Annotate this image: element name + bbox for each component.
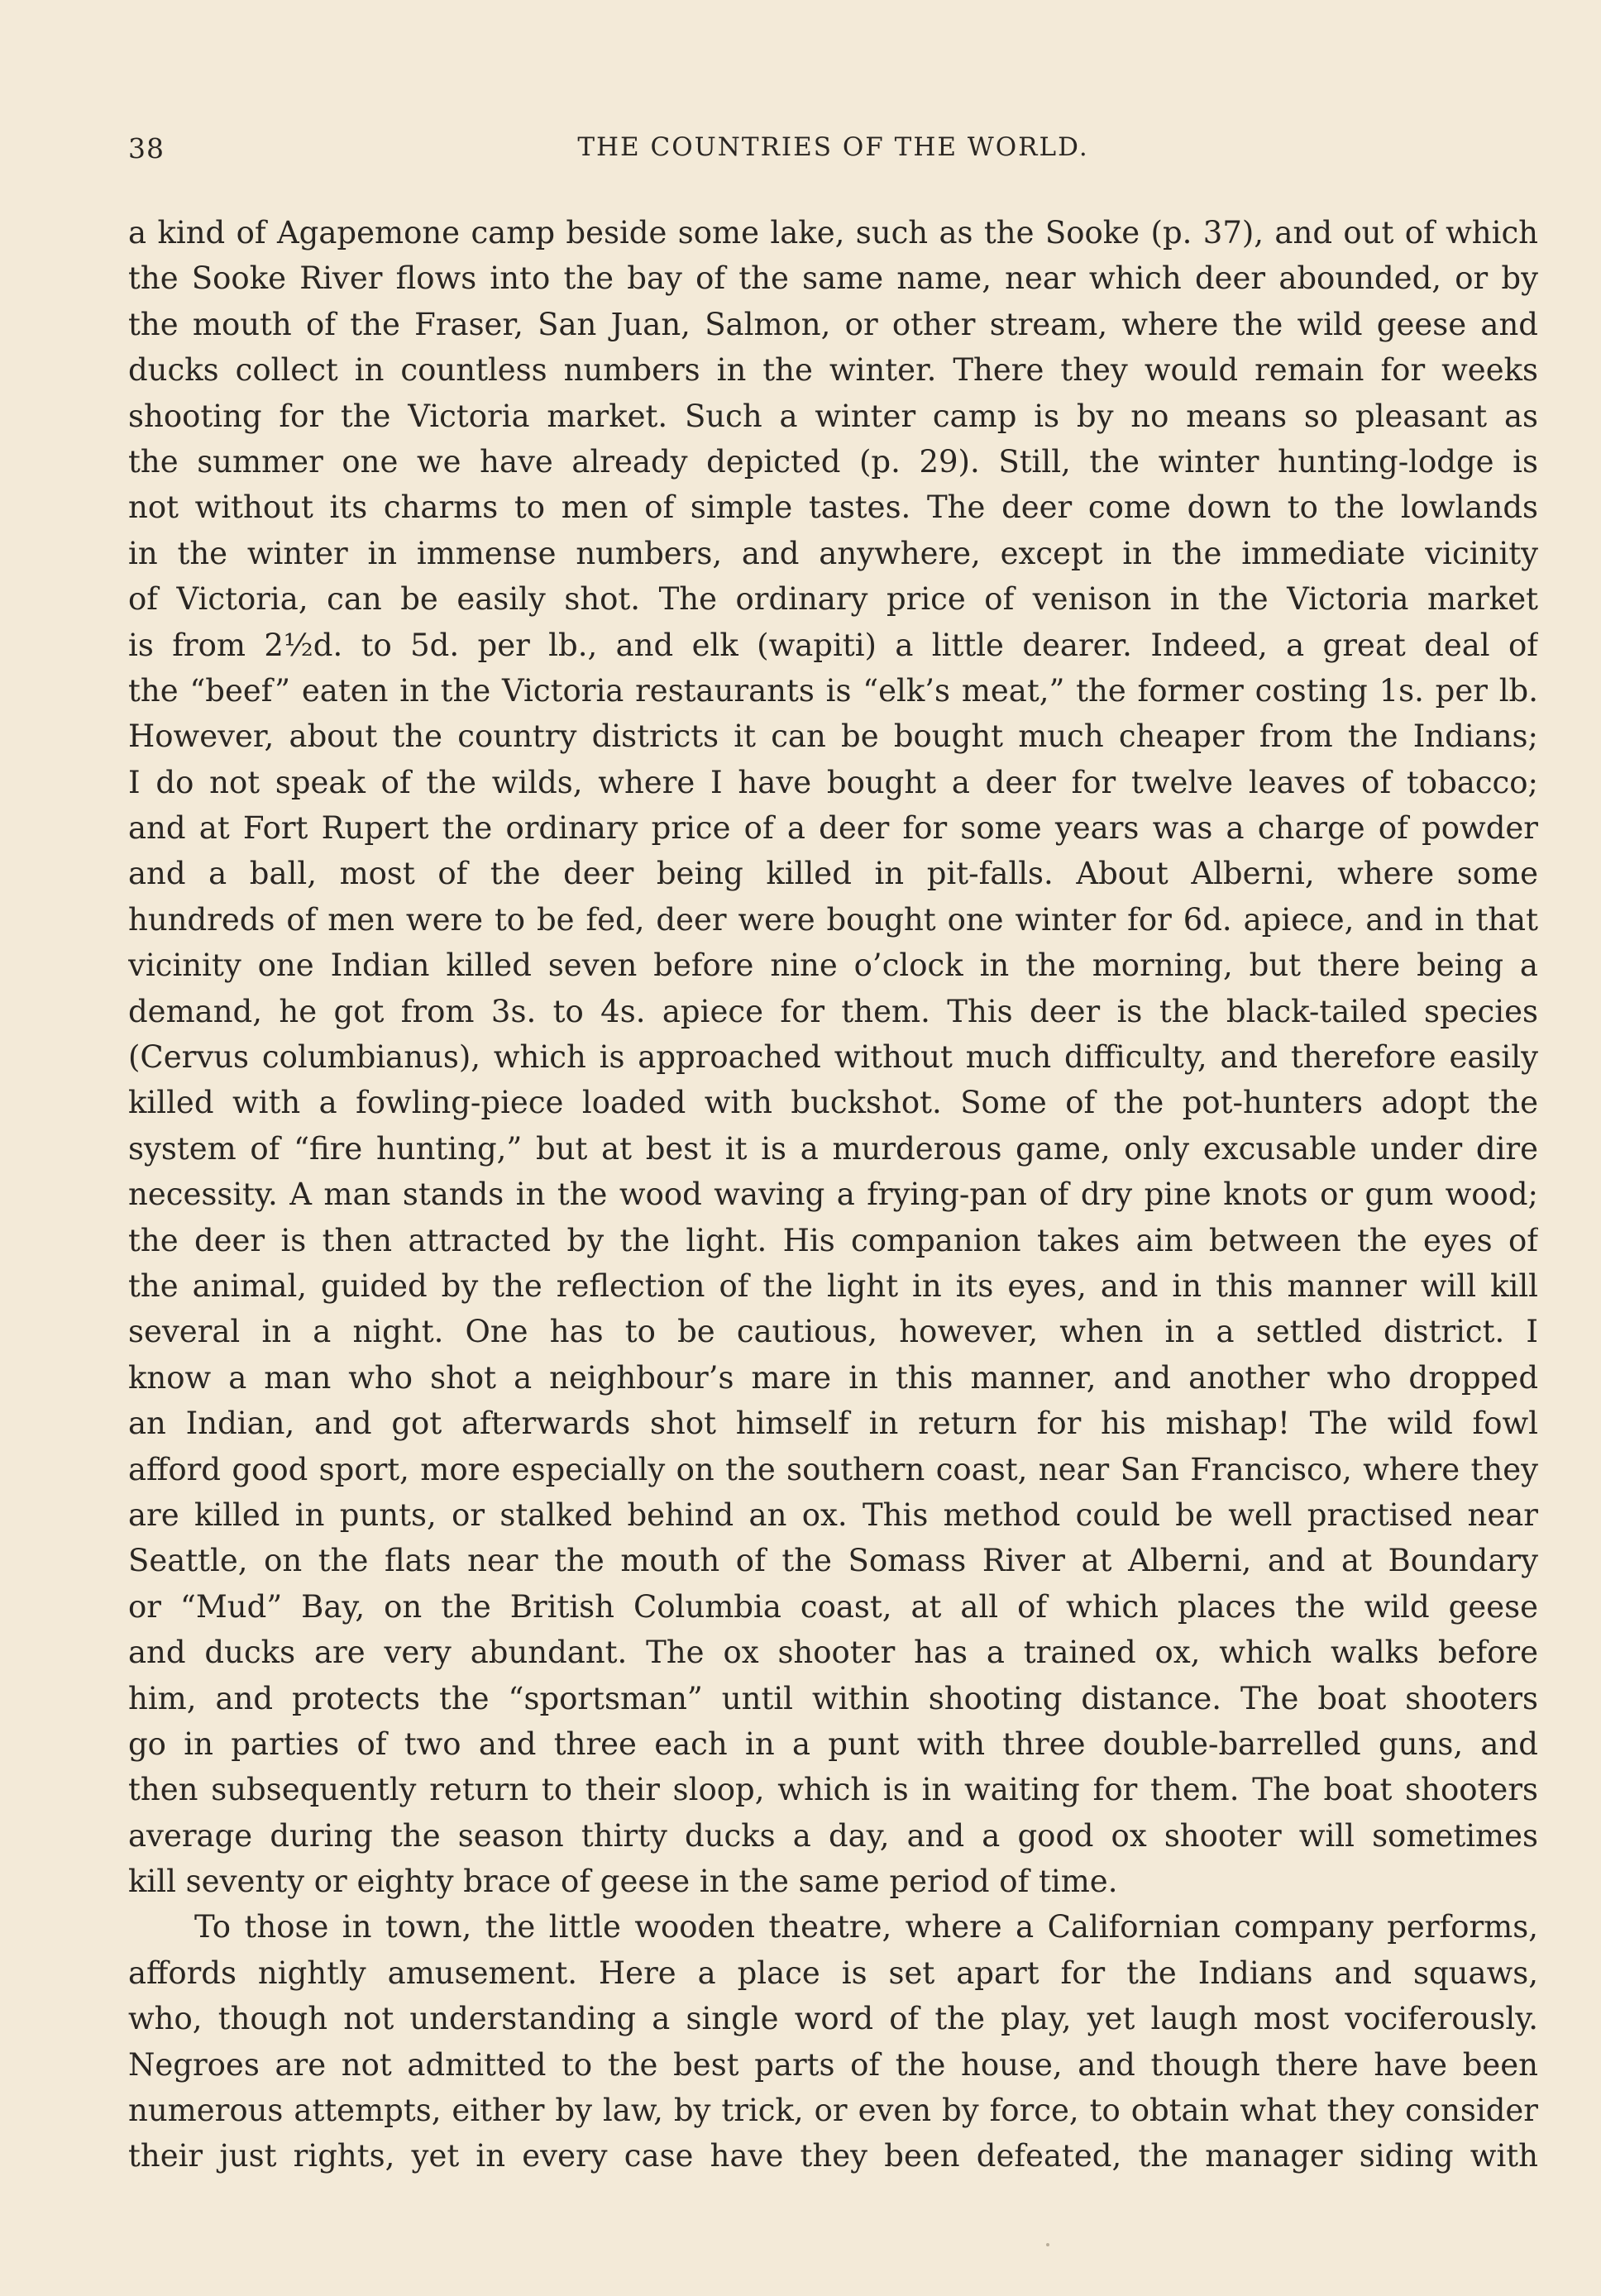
text-line: Negroes are not admitted to the best parts of the house, and though there have been xyxy=(128,2046,1538,2083)
text-line: vicinity one Indian killed seven before nine o’clock in the morning, but there being a xyxy=(128,948,1538,984)
paragraph-2 xyxy=(128,1904,1538,2179)
text-line: However, about the country districts it can be bought much cheaper from the Indians; xyxy=(128,718,1538,755)
text-line: and at Fort Rupert the ordinary price of a deer for some years was a charge of powder xyxy=(128,810,1538,847)
text-line: Seattle, on the flats near the mouth of the Somass River at Alberni, and at Boundary xyxy=(128,1543,1538,1579)
text-line: affords nightly amusement. Here a place is set apart for the Indians and squaws, xyxy=(128,1955,1538,1991)
text-line: is from 2½d. to 5d. per lb., and elk (wapiti) a little dearer. Indeed, a great deal of xyxy=(128,627,1538,663)
page-number: 38 xyxy=(128,132,165,165)
text-line: average during the season thirty ducks a day, and a good ox shooter will sometimes xyxy=(128,1817,1538,1854)
text-line: him, and protects the “sportsman” until within shooting distance. The boat shooters xyxy=(128,1680,1538,1716)
text-line: and ducks are very abundant. The ox shooter has a trained ox, which walks before xyxy=(128,1635,1538,1671)
text-line: system of “fire hunting,” but at best it is a murderous game, only excusable under dire xyxy=(128,1130,1538,1167)
text-line: the summer one we have already depicted (p. 29). Still, the winter hunting-lodge is xyxy=(128,443,1538,480)
text-line: know a man who shot a neighbour’s mare in this manner, and another who dropped xyxy=(128,1359,1538,1396)
text-line: kill seventy or eighty brace of geese in the same period of time. xyxy=(128,1864,1118,1900)
text-line: afford good sport, more especially on the southern coast, near San Francisco, where they xyxy=(128,1451,1538,1487)
text-line: the mouth of the Fraser, San Juan, Salmon, or other stream, where the wild geese and xyxy=(128,306,1538,342)
text-line: are killed in punts, or stalked behind an ox. This method could be well practised near xyxy=(128,1496,1538,1533)
body-text xyxy=(128,210,1538,2179)
text-line: go in parties of two and three each in a punt with three double-barrelled guns, and xyxy=(128,1726,1538,1762)
paragraph-1 xyxy=(128,210,1538,1904)
running-title: THE COUNTRIES OF THE WORLD. xyxy=(577,132,1089,162)
text-line: (Cervus columbianus), which is approached without much difficulty, and therefore easily xyxy=(128,1039,1538,1076)
text-line: or “Mud” Bay, on the British Columbia coast, at all of which places the wild geese xyxy=(128,1588,1538,1625)
text-line: numerous attempts, either by law, by trick, or even by force, to obtain what they consider xyxy=(128,2093,1538,2129)
text-line: an Indian, and got afterwards shot himself in return for his mishap! The wild fowl xyxy=(128,1406,1538,1442)
text-line: in the winter in immense numbers, and anywhere, except in the immediate vicinity xyxy=(128,535,1538,571)
text-line: of Victoria, can be easily shot. The ordinary price of venison in the Victoria market xyxy=(128,581,1538,618)
text-line: shooting for the Victoria market. Such a winter camp is by no means so pleasant as xyxy=(128,398,1538,434)
text-line: then subsequently return to their sloop, which is in waiting for them. The boat shooters xyxy=(128,1772,1538,1808)
text-line: who, though not understanding a single word of the play, yet laugh most vociferously. xyxy=(128,2001,1538,2037)
text-line: several in a night. One has to be cautious, however, when in a settled district. I xyxy=(128,1314,1538,1350)
text-line: To those in town, the little wooden theatre, where a Californian company performs, xyxy=(194,1909,1538,1945)
text-line: and a ball, most of the deer being killed in pit-falls. About Alberni, where some xyxy=(128,856,1538,892)
paper-speck xyxy=(1046,2243,1049,2246)
text-line: the Sooke River flows into the bay of the same name, near which deer abounded, or by xyxy=(128,260,1538,297)
text-line: hundreds of men were to be fed, deer were bought one winter for 6d. apiece, and in that xyxy=(128,901,1538,938)
text-line: a kind of Agapemone camp beside some lake, such as the Sooke (p. 37), and out of which xyxy=(128,215,1538,251)
page-header xyxy=(128,132,1538,174)
text-line: ducks collect in countless numbers in the winter. There they would remain for weeks xyxy=(128,352,1538,389)
text-line: killed with a fowling-piece loaded with buckshot. Some of the pot-hunters adopt the xyxy=(128,1085,1538,1121)
text-line: the animal, guided by the reflection of the light in its eyes, and in this manner will kill xyxy=(128,1267,1538,1304)
text-line: necessity. A man stands in the wood waving a frying-pan of dry pine knots or gum wood; xyxy=(128,1177,1538,1213)
text-line: the “beef” eaten in the Victoria restaurants is “elk’s meat,” the former costing 1s. per lb. xyxy=(128,672,1538,709)
text-line: demand, he got from 3s. to 4s. apiece for them. This deer is the black-tailed species xyxy=(128,993,1538,1029)
text-line: I do not speak of the wilds, where I have bought a deer for twelve leaves of tobacco; xyxy=(128,764,1538,800)
text-line: the deer is then attracted by the light. His companion takes aim between the eyes of xyxy=(128,1222,1538,1258)
text-line: not without its charms to men of simple tastes. The deer come down to the lowlands xyxy=(128,489,1538,526)
text-line: their just rights, yet in every case have they been defeated, the manager siding with xyxy=(128,2138,1538,2174)
